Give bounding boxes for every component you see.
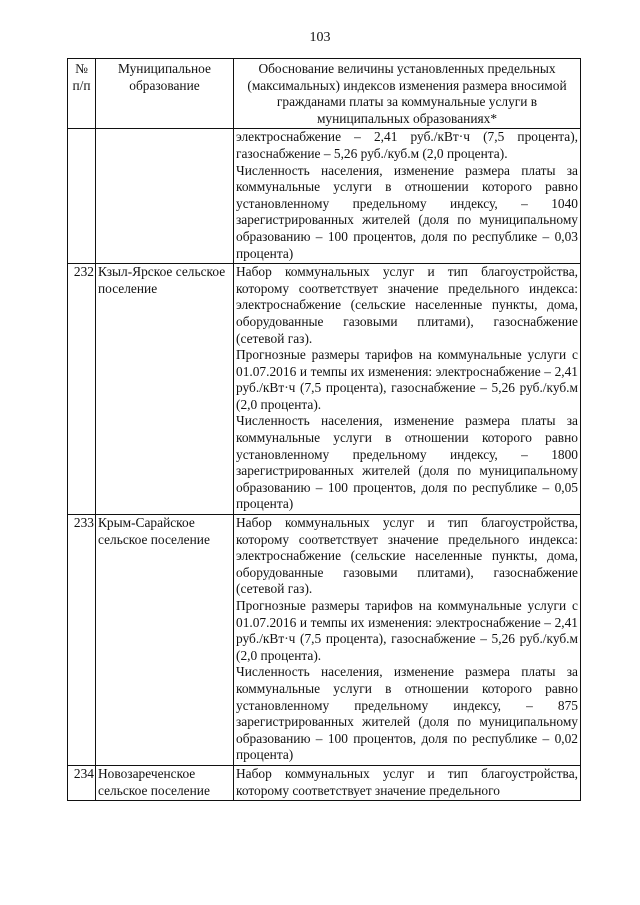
justification-paragraph: Численность населения, изменение размера платы за коммунальные услуги в отношении которого равно установленному предельному индексу, – 1800 зарегистрированных жителей (доля по муниципальному образованию – 100 процентов, доля по республике – 0,05 процента) <box>236 413 578 512</box>
header-justification: Обоснование величины установленных предельных (максимальных) индексов изменения размера вносимой гражданами платы за коммунальные услуги в муниципальных образованиях* <box>234 59 581 129</box>
justification-paragraph: Прогнозные размеры тарифов на коммунальные услуги с 01.07.2016 и темпы их изменения: электроснабжение – 2,41 руб./кВт·ч (7,5 процента), газоснабжение – 5,26 руб./куб.м (2,0 процента). <box>236 347 578 412</box>
row-justification <box>234 129 581 264</box>
row-number: 233 <box>68 515 96 766</box>
row-municipality: Новозареченское сельское поселение <box>96 765 234 800</box>
row-municipality: Кзыл-Ярское сельское поселение <box>96 264 234 515</box>
justification-paragraph: Набор коммунальных услуг и тип благоустройства, которому соответствует значение предельного <box>236 765 578 798</box>
justification-paragraph: Набор коммунальных услуг и тип благоустройства, которому соответствует значение предельного индекса: электроснабжение (сельские населенные пункты, дома, оборудованные газовыми плитами), газоснабжение (сетевой газ). <box>236 515 578 597</box>
justification-paragraph: Набор коммунальных услуг и тип благоустройства, которому соответствует значение предельного индекса: электроснабжение (сельские населенные пункты, дома, оборудованные газовыми плитами), газоснабжение (сетевой газ). <box>236 264 578 346</box>
justification-paragraph: Численность населения, изменение размера платы за коммунальные услуги в отношении которого равно установленному предельному индексу, – 1040 зарегистрированных жителей (доля по муниципальному образованию – 100 процентов, доля по республике – 0,03 процента) <box>236 162 578 261</box>
header-municipality: Муниципальное образование <box>96 59 234 129</box>
justification-paragraph: Численность населения, изменение размера платы за коммунальные услуги в отношении которого равно установленному предельному индексу, – 875 зарегистрированных жителей (доля по муниципальному образованию – 100 процентов, доля по республике – 0,02 процента) <box>236 664 578 763</box>
table-row <box>68 515 581 766</box>
justification-paragraph: Прогнозные размеры тарифов на коммунальные услуги с 01.07.2016 и темпы их изменения: электроснабжение – 2,41 руб./кВт·ч (7,5 процента), газоснабжение – 5,26 руб./куб.м (2,0 процента). <box>236 598 578 663</box>
table-header-row <box>68 59 581 129</box>
row-municipality <box>96 129 234 264</box>
row-justification <box>234 264 581 515</box>
table-row <box>68 264 581 515</box>
page-number: 103 <box>309 30 331 45</box>
header-number: № п/п <box>68 59 96 129</box>
row-justification <box>234 765 581 800</box>
row-number: 234 <box>68 765 96 800</box>
table-row <box>68 129 581 264</box>
row-municipality: Крым-Сарайское сельское поселение <box>96 515 234 766</box>
justification-paragraph: электроснабжение – 2,41 руб./кВт·ч (7,5 процента), газоснабжение – 5,26 руб./куб.м (2,0 процента). <box>236 129 578 161</box>
row-justification <box>234 515 581 766</box>
row-number <box>68 129 96 264</box>
table-row <box>68 765 581 800</box>
tariff-index-table <box>67 58 581 801</box>
row-number: 232 <box>68 264 96 515</box>
